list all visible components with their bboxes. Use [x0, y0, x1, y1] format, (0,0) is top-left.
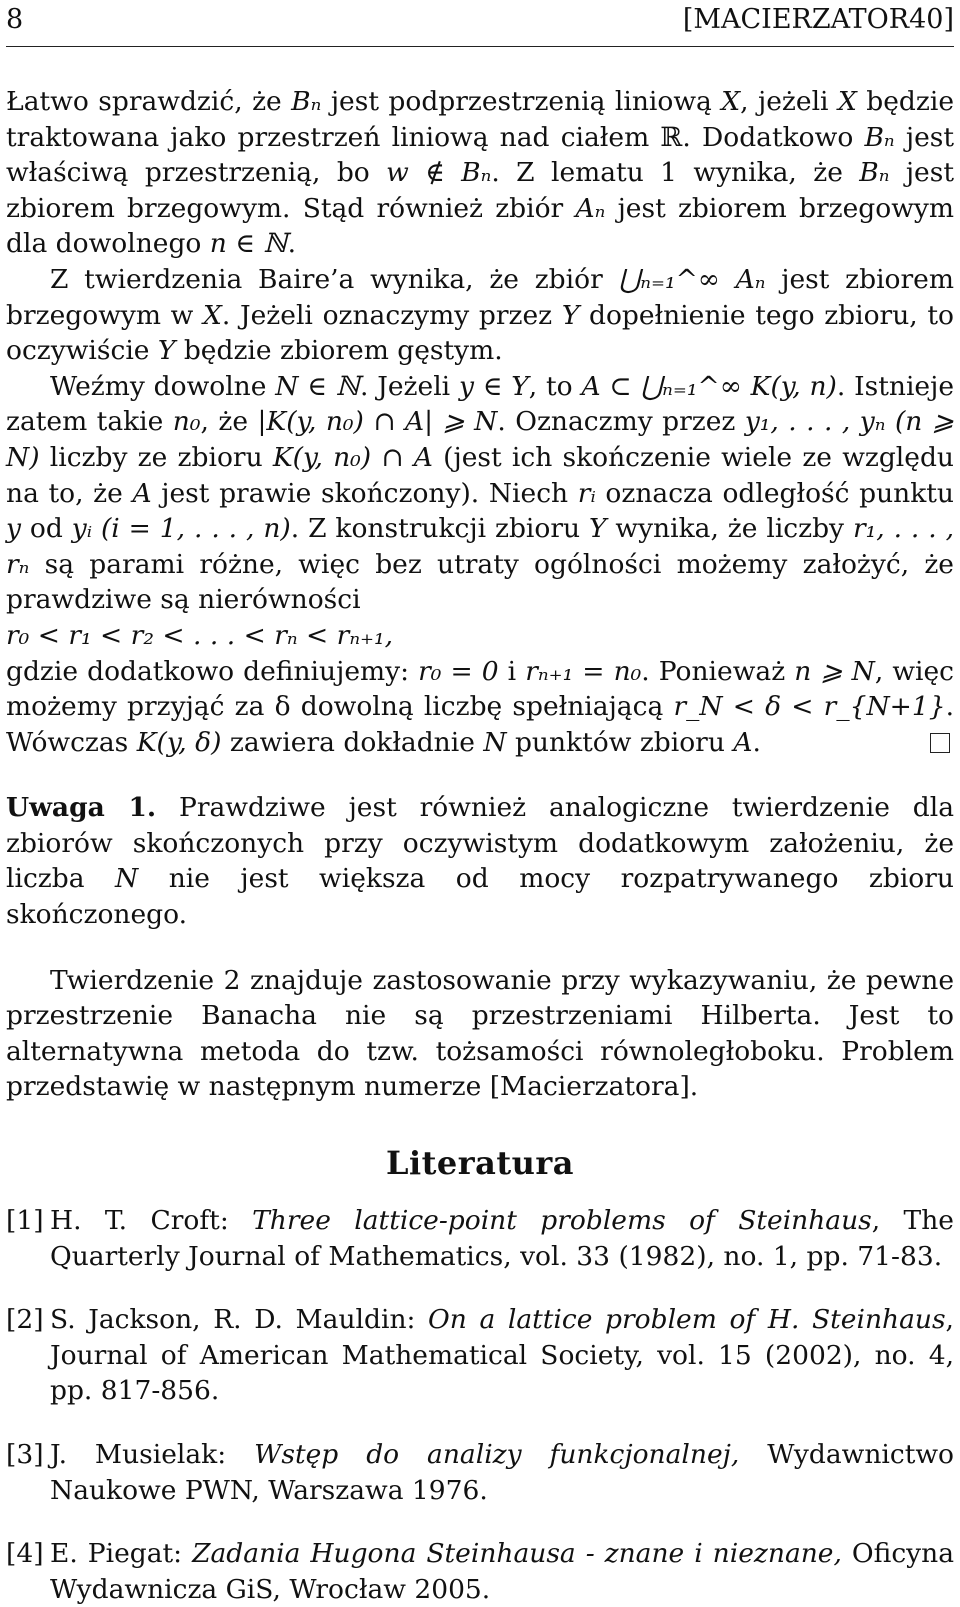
bib-label: [3] — [6, 1439, 44, 1470]
paragraph-4: gdzie dodatkowo definiujemy: r₀ = 0 i rₙ₊₁ = n₀. Ponieważ n ⩾ N, więc możemy przyjąć za δ dowolną liczbę spełniającą r_N < δ < r_{N+1}. Wówczas K(y, δ) zawiera dokładnie N punktów zbioru A. — [6, 655, 955, 758]
math-union-An: ⋃ₙ₌₁^∞ Aₙ — [618, 263, 766, 295]
bib-label: [4] — [6, 1538, 44, 1570]
page-body — [6, 84, 954, 1607]
bib-title: Three lattice-point problems of Steinhaus — [252, 1205, 872, 1237]
running-head: [MACIERZATOR40] — [682, 4, 954, 35]
bib-title: On a lattice problem of H. Steinhaus — [428, 1304, 946, 1336]
qed-square-icon — [930, 733, 950, 753]
bib-entry-1: [1] H. T. Croft: Three lattice-point problems of Steinhaus, The Quarterly Journal of Mathematics, vol. 33 (1982), no. 1, pp. 71-83. — [6, 1203, 954, 1274]
bib-label: [1] — [6, 1205, 44, 1237]
page-number: 8 — [6, 4, 24, 35]
display-inequality: r₀ < r₁ < r₂ < . . . < rₙ < rₙ₊₁, — [6, 619, 394, 651]
bib-title: Wstęp do analizy funkcjonalnej, — [254, 1439, 740, 1470]
paragraph-1: Łatwo sprawdzić, że Bₙ jest podprzestrzenią liniową X, jeżeli X będzie traktowana jako przestrzeń liniową nad ciałem ℝ. Dodatkowo Bₙ jest właściwą przestrzenią, bo w ∉ Bₙ. Z lematu 1 wynika, że Bₙ jest zbiorem brzegowym. Stąd również zbiór Aₙ jest zbiorem brzegowym dla dowolnego n ∈ ℕ. — [6, 86, 955, 260]
paragraph-5: Twierdzenie 2 znajduje zastosowanie przy wykazywaniu, że pewne przestrzenie Banacha nie są przestrzeniami Hilberta. Jest to alternatywna metoda do tzw. tożsamości równoległoboku. Problem przedstawię w następnym numerze [Macierzatora]. — [6, 964, 954, 1103]
header-rule — [6, 46, 954, 47]
math-A-subset-union: A ⊂ ⋃ₙ₌₁^∞ K(y, n) — [581, 370, 837, 402]
bib-entry-4: [4] E. Piegat: Zadania Hugona Steinhausa - znane i nieznane, Oficyna Wydawnicza GiS, Wrocław 2005. — [6, 1536, 954, 1607]
math-w-notin-Bn: w ∉ Bₙ — [386, 157, 492, 189]
math-An: Aₙ — [575, 192, 606, 224]
bib-entry-3: [3] J. Musielak: Wstęp do analizy funkcjonalnej, Wydawnictwo Naukowe PWN, Warszawa 1976. — [6, 1437, 954, 1508]
remark-paragraph: Uwaga 1. Prawdziwe jest również analogiczne twierdzenie dla zbiorów skończonych przy oczywistym dodatkowym założeniu, że liczba N nie jest większa od mocy rozpatrywanego zbioru skończonego. — [6, 792, 954, 931]
page-header — [6, 0, 954, 40]
paragraph-2: Z twierdzenia Baire’a wynika, że zbiór ⋃ₙ₌₁^∞ Aₙ jest zbiorem brzegowym w X. Jeżeli oznaczymy przez Y dopełnienie tego zbioru, to oczywiście Y będzie zbiorem gęstym. — [6, 263, 954, 367]
math-Bn: Bₙ — [291, 86, 322, 117]
bib-entry-2: [2] S. Jackson, R. D. Mauldin: On a lattice problem of H. Steinhaus, Journal of American Mathematical Society, vol. 15 (2002), no. 4, pp. 817-856. — [6, 1302, 954, 1409]
bib-label: [2] — [6, 1304, 44, 1336]
paragraph-3: Weźmy dowolne N ∈ ℕ. Jeżeli y ∈ Y, to A ⊂ ⋃ₙ₌₁^∞ K(y, n). Istnieje zatem takie n₀, że |K(y, n₀) ∩ A| ⩾ N. Oznaczmy przez y₁, . . . , yₙ (n ⩾ N) liczby ze zbioru K(y, n₀) ∩ A (jest ich skończenie wiele ze względu na to, że A jest prawie skończony). Niech rᵢ oznacza odległość punktu y od yᵢ (i = 1, . . . , n). Z konstrukcji zbioru Y wynika, że liczby r₁, . . . , rₙ są parami różne, więc bez utraty ogólności możemy założyć, że prawdziwe są nierówności — [6, 370, 955, 616]
remark-label: Uwaga 1. — [6, 792, 157, 824]
bib-title: Zadania Hugona Steinhausa - znane i nieznane, — [192, 1538, 842, 1570]
bibliography — [6, 1203, 954, 1607]
section-title: Literatura — [385, 1144, 575, 1183]
